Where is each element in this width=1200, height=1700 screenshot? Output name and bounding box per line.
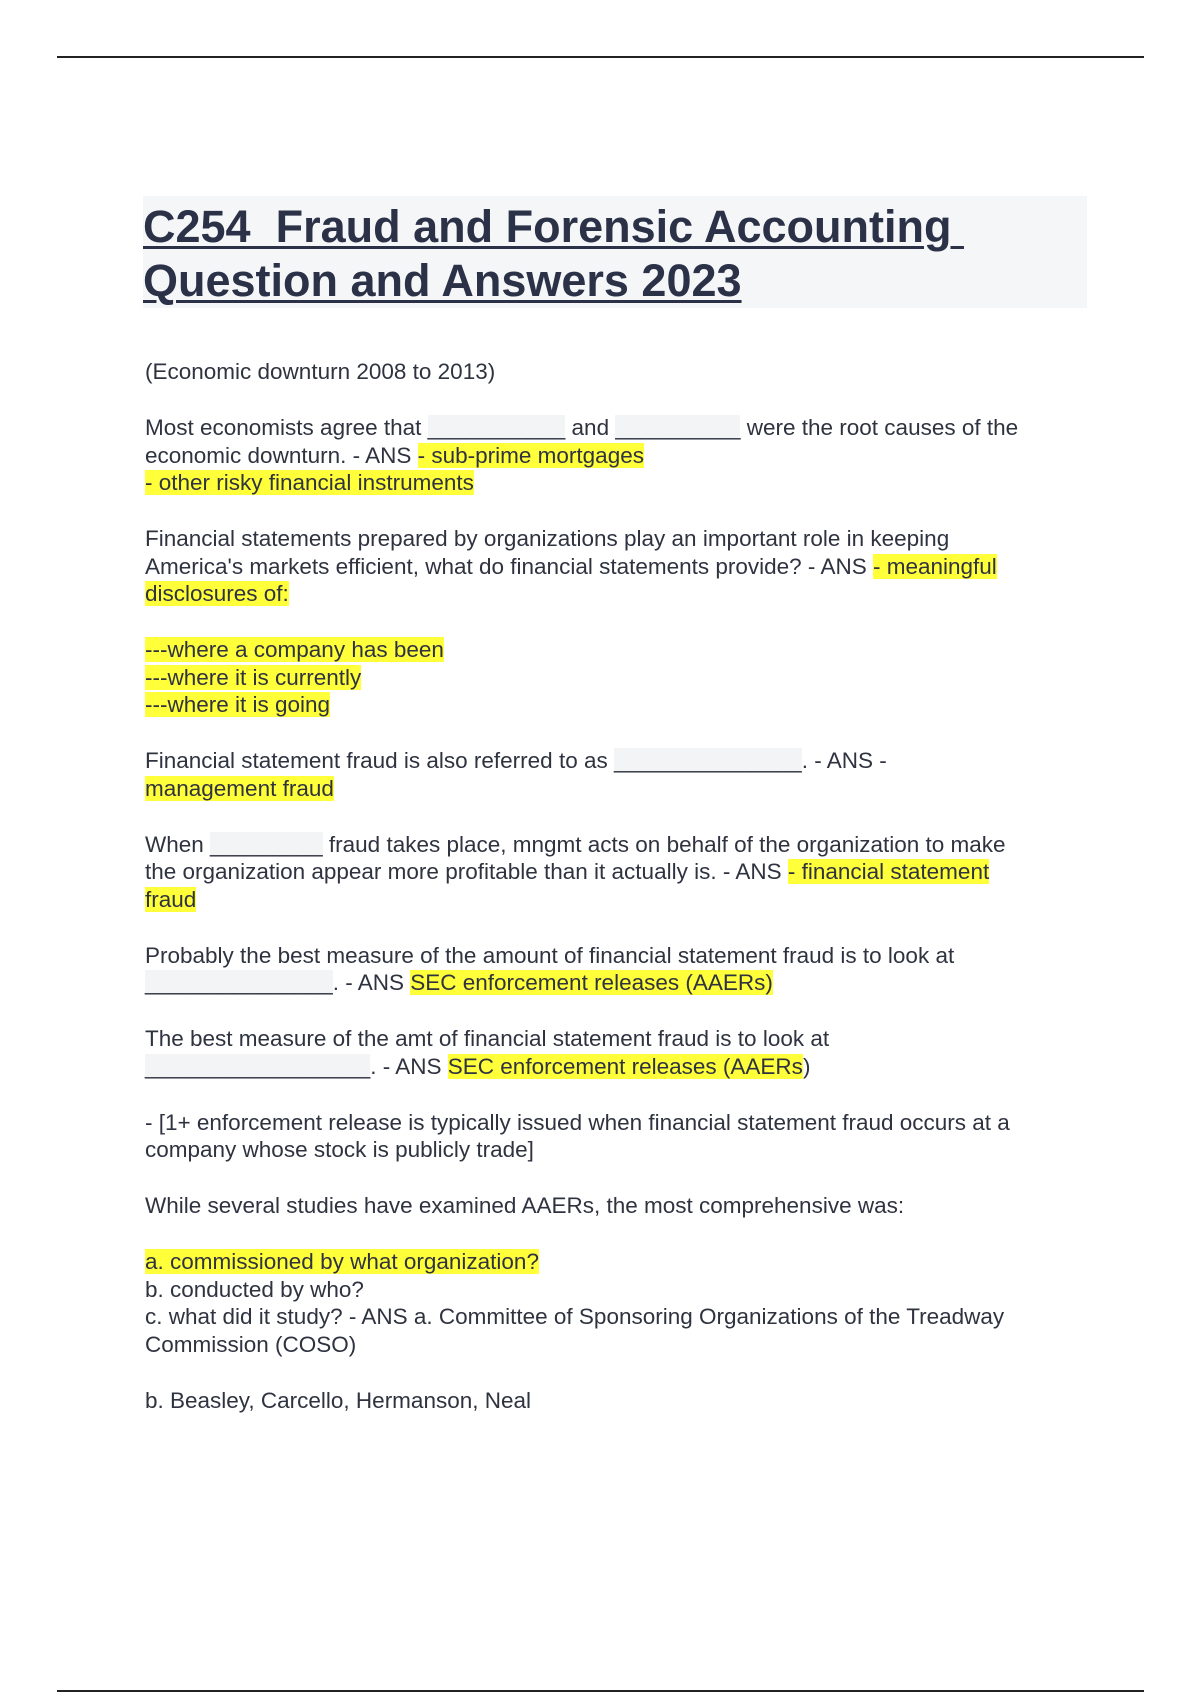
- qa-item-8-intro: While several studies have examined AAERs, the most comprehensive was:: [145, 1193, 905, 1218]
- note-paragraph: - [1+ enforcement release is typically issued when financial statement fraud occurs at a company whose stock is publicly trade]: [145, 1109, 1010, 1162]
- header-rule: [57, 56, 1144, 58]
- answer-highlight: - other risky financial instruments: [145, 470, 474, 495]
- question-line: Financial statements prepared by organizations play an important role in keeping: [145, 526, 950, 551]
- answer-highlight: management fraud: [145, 775, 334, 801]
- answer-highlight: - sub-prime mortgages: [417, 442, 644, 468]
- answer-line: [145, 775, 1090, 803]
- fill-blank: ___________: [427, 415, 566, 440]
- answer-highlight: - financial statement: [787, 859, 990, 884]
- answer-highlight: SEC enforcement releases (AAERs): [410, 970, 773, 995]
- section-heading: (Economic downturn 2008 to 2013): [145, 359, 496, 384]
- question-line: c. what did it study? - ANS a. Committee of Sponsoring Organizations of the Treadway: [145, 1304, 1005, 1329]
- qa-item-6: [145, 1025, 1090, 1080]
- question-line: __________________. - ANS SEC enforcement releases (AAERs): [145, 1053, 811, 1079]
- qa-item-1: [145, 414, 1090, 497]
- qa-item-3: [145, 747, 1090, 802]
- fill-blank: _______________: [145, 970, 333, 995]
- title-line-2: Question and Answers 2023: [143, 255, 742, 306]
- question-line: Most economists agree that ___________ and __________ were the root causes of the: [145, 415, 1019, 440]
- document-body: [145, 358, 1090, 1443]
- qa-item-5: [145, 942, 1090, 997]
- answer-line: [145, 469, 1090, 497]
- footer-rule: [57, 1690, 1144, 1692]
- answer-highlight: a. commissioned by what organization?: [145, 1249, 539, 1274]
- answer-highlight: - meaningful: [872, 553, 997, 579]
- answer-line: [145, 886, 1090, 914]
- question-line: America's markets efficient, what do financial statements provide? - ANS - meaningful: [145, 553, 997, 579]
- answer-line: [145, 580, 1090, 608]
- answer-highlight: disclosures of:: [145, 581, 289, 606]
- qa-item-8-answer-b: b. Beasley, Carcello, Hermanson, Neal: [145, 1387, 532, 1413]
- question-line: The best measure of the amt of financial statement fraud is to look at: [145, 1026, 830, 1051]
- qa-item-8: [145, 1248, 1090, 1358]
- answer-highlight: SEC enforcement releases (AAERs: [447, 1053, 803, 1079]
- qa-item-4: [145, 831, 1090, 914]
- title-block: [143, 196, 1087, 308]
- title-line-1: C254 Fraud and Forensic Accounting: [143, 201, 964, 252]
- fill-blank: _______________: [613, 748, 802, 773]
- fill-blank: _________: [210, 831, 323, 857]
- answer-highlight: ---where it is currently: [145, 664, 362, 690]
- answer-line: Commission (COSO): [145, 1331, 357, 1357]
- answer-highlight: fraud: [145, 886, 197, 912]
- question-line: _______________. - ANS SEC enforcement releases (AAERs): [145, 970, 773, 995]
- page-title: [143, 196, 1087, 308]
- question-line: Financial statement fraud is also referred to as _______________. - ANS -: [145, 748, 887, 773]
- question-line: economic downturn. - ANS - sub-prime mortgages: [145, 442, 644, 468]
- fill-blank: __________________: [145, 1053, 371, 1079]
- answer-highlight: ---where a company has been: [145, 637, 444, 662]
- answer-highlight: ---where it is going: [145, 692, 331, 717]
- question-line: the organization appear more profitable than it actually is. - ANS - financial statement: [145, 859, 990, 884]
- fill-blank: __________: [615, 415, 741, 440]
- question-line: b. conducted by who?: [145, 1276, 364, 1302]
- qa-item-2: [145, 525, 1090, 608]
- question-line: Probably the best measure of the amount of financial statement fraud is to look at: [145, 942, 955, 968]
- question-line: When _________ fraud takes place, mngmt acts on behalf of the organization to make: [145, 831, 1006, 857]
- qa-item-2-bullets: [145, 636, 1090, 719]
